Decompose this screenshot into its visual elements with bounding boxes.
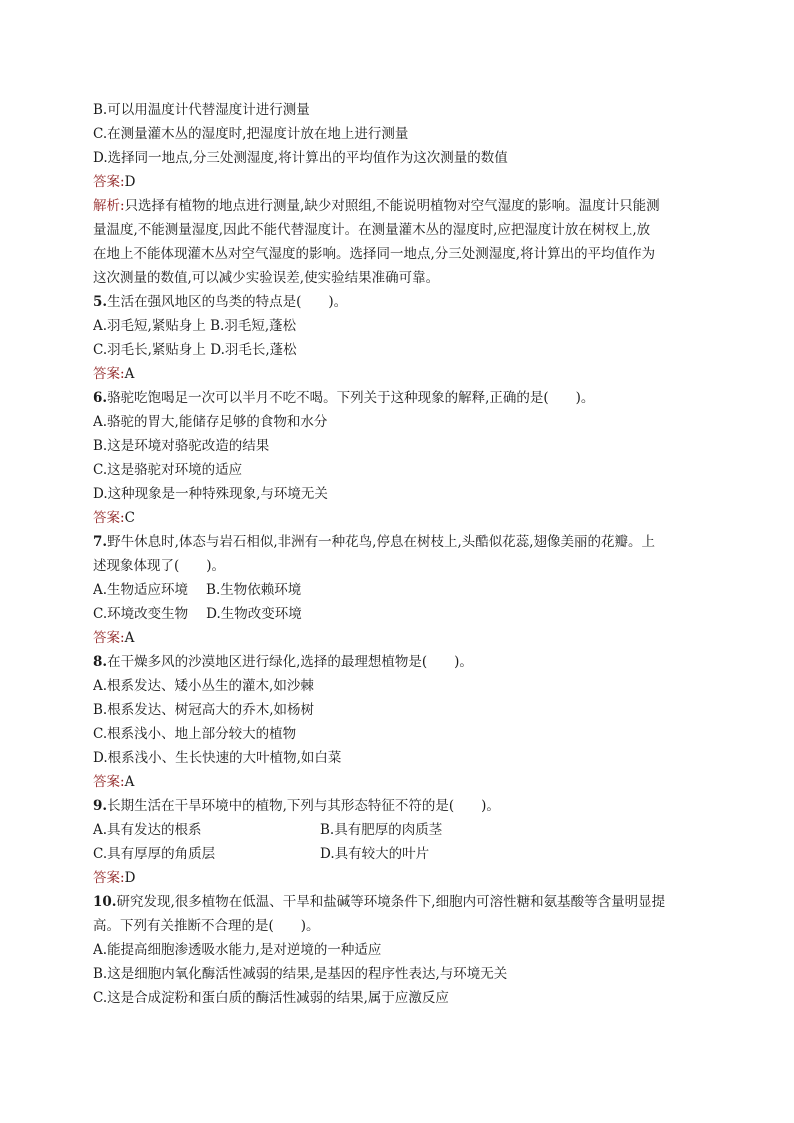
- answer-label: 答案:: [93, 510, 125, 526]
- q9-option-a: A.具有发达的根系: [93, 822, 202, 838]
- q4-analysis-line-3: 在地上不能体现灌木丛对空气湿度的影响。选择同一地点,分三处测湿度,将计算出的平均值作为: [93, 246, 656, 262]
- answer-value: C: [124, 510, 135, 526]
- q9-stem: [93, 794, 701, 818]
- question-number: 5.: [93, 294, 108, 310]
- q4-analysis-line-2: 量温度,不能测量湿度,因此不能代替湿度计。在测量灌木丛的湿度时,应把湿度计放在树杈上,放: [93, 222, 651, 238]
- q8-option-a: A.根系发达、矮小丛生的灌木,如沙棘: [93, 678, 314, 694]
- q10-stem-line-1: [93, 890, 701, 914]
- q9-answer: [93, 866, 701, 890]
- q4-answer: [93, 170, 701, 194]
- question-text: 骆驼吃饱喝足一次可以半月不吃不喝。下列关于这种现象的解释,正确的是( )。: [107, 390, 595, 406]
- question-number: 9.: [93, 798, 108, 814]
- q4-analysis-line-4: 这次测量的数值,可以减少实验误差,使实验结果准确可靠。: [93, 270, 440, 286]
- q5-stem: [93, 290, 701, 314]
- q9-options-cd: [93, 842, 701, 866]
- question-text: 长期生活在干旱环境中的植物,下列与其形态特征不符的是( )。: [107, 798, 500, 814]
- q6-option-a: A.骆驼的胃大,能储存足够的食物和水分: [93, 414, 328, 430]
- q7-stem-line-1: [93, 530, 701, 554]
- q10-option-a: A.能提高细胞渗透吸水能力,是对逆境的一种适应: [93, 942, 382, 958]
- q4-option-b: B.可以用温度计代替湿度计进行测量: [93, 102, 310, 118]
- document-page: [93, 98, 701, 1010]
- q7-option-b: B.生物依赖环境: [206, 582, 302, 598]
- q5-options-ab: A.羽毛短,紧贴身上 B.羽毛短,蓬松: [93, 318, 297, 334]
- q10-stem-line-2: 高。下列有关推断不合理的是( )。: [93, 918, 320, 934]
- answer-value: A: [124, 774, 135, 790]
- q7-option-a: A.生物适应环境: [93, 582, 189, 598]
- answer-label: 答案:: [93, 366, 125, 382]
- q5-answer: [93, 362, 701, 386]
- q6-stem: [93, 386, 701, 410]
- question-text: 生活在强风地区的鸟类的特点是( )。: [107, 294, 348, 310]
- answer-value: D: [124, 174, 136, 190]
- q8-option-c: C.根系浅小、地上部分较大的植物: [93, 726, 297, 742]
- answer-value: A: [124, 630, 135, 646]
- q5-options-cd: C.羽毛长,紧贴身上 D.羽毛长,蓬松: [93, 342, 297, 358]
- question-text: 野牛休息时,体态与岩石相似,非洲有一种花鸟,停息在树枝上,头酷似花蕊,翅像美丽的花瓣。上: [107, 534, 656, 550]
- q9-option-d: D.具有较大的叶片: [320, 846, 430, 862]
- q4-option-d: D.选择同一地点,分三处测湿度,将计算出的平均值作为这次测量的数值: [93, 150, 508, 166]
- q4-option-c: C.在测量灌木丛的湿度时,把湿度计放在地上进行测量: [93, 126, 409, 142]
- question-number: 8.: [93, 654, 108, 670]
- answer-label: 答案:: [93, 870, 125, 886]
- answer-value: D: [124, 870, 136, 886]
- q7-answer: [93, 626, 701, 650]
- answer-label: 答案:: [93, 174, 125, 190]
- q7-options-ab: [93, 578, 701, 602]
- answer-value: A: [124, 366, 135, 382]
- question-number: 6.: [93, 390, 108, 406]
- q7-stem-line-2: 述现象体现了( )。: [93, 558, 226, 574]
- q8-answer: [93, 770, 701, 794]
- q10-option-c: C.这是合成淀粉和蛋白质的酶活性减弱的结果,属于应激反应: [93, 990, 449, 1006]
- q6-option-c: C.这是骆驼对环境的适应: [93, 462, 243, 478]
- q10-option-b: B.这是细胞内氧化酶活性减弱的结果,是基因的程序性表达,与环境无关: [93, 966, 508, 982]
- q9-option-c: C.具有厚厚的角质层: [93, 846, 216, 862]
- q6-option-d: D.这种现象是一种特殊现象,与环境无关: [93, 486, 328, 502]
- q7-option-d: D.生物改变环境: [206, 606, 302, 622]
- analysis-label: 解析:: [93, 198, 125, 214]
- q8-option-b: B.根系发达、树冠高大的乔木,如杨树: [93, 702, 315, 718]
- analysis-text: 只选择有植物的地点进行测量,缺少对照组,不能说明植物对空气湿度的影响。温度计只能测: [124, 198, 660, 214]
- q6-answer: [93, 506, 701, 530]
- q7-option-c: C.环境改变生物: [93, 606, 189, 622]
- q7-options-cd: [93, 602, 701, 626]
- answer-label: 答案:: [93, 630, 125, 646]
- q9-options-ab: [93, 818, 701, 842]
- question-number: 10.: [93, 894, 117, 910]
- q9-option-b: B.具有肥厚的肉质茎: [320, 822, 443, 838]
- q8-option-d: D.根系浅小、生长快速的大叶植物,如白菜: [93, 750, 342, 766]
- answer-label: 答案:: [93, 774, 125, 790]
- q4-analysis-line-1: [93, 194, 701, 218]
- q6-option-b: B.这是环境对骆驼改造的结果: [93, 438, 270, 454]
- question-text: 研究发现,很多植物在低温、干旱和盐碱等环境条件下,细胞内可溶性糖和氨基酸等含量明显提: [116, 894, 666, 910]
- q8-stem: [93, 650, 701, 674]
- question-text: 在干燥多风的沙漠地区进行绿化,选择的最理想植物是( )。: [107, 654, 473, 670]
- question-number: 7.: [93, 534, 108, 550]
